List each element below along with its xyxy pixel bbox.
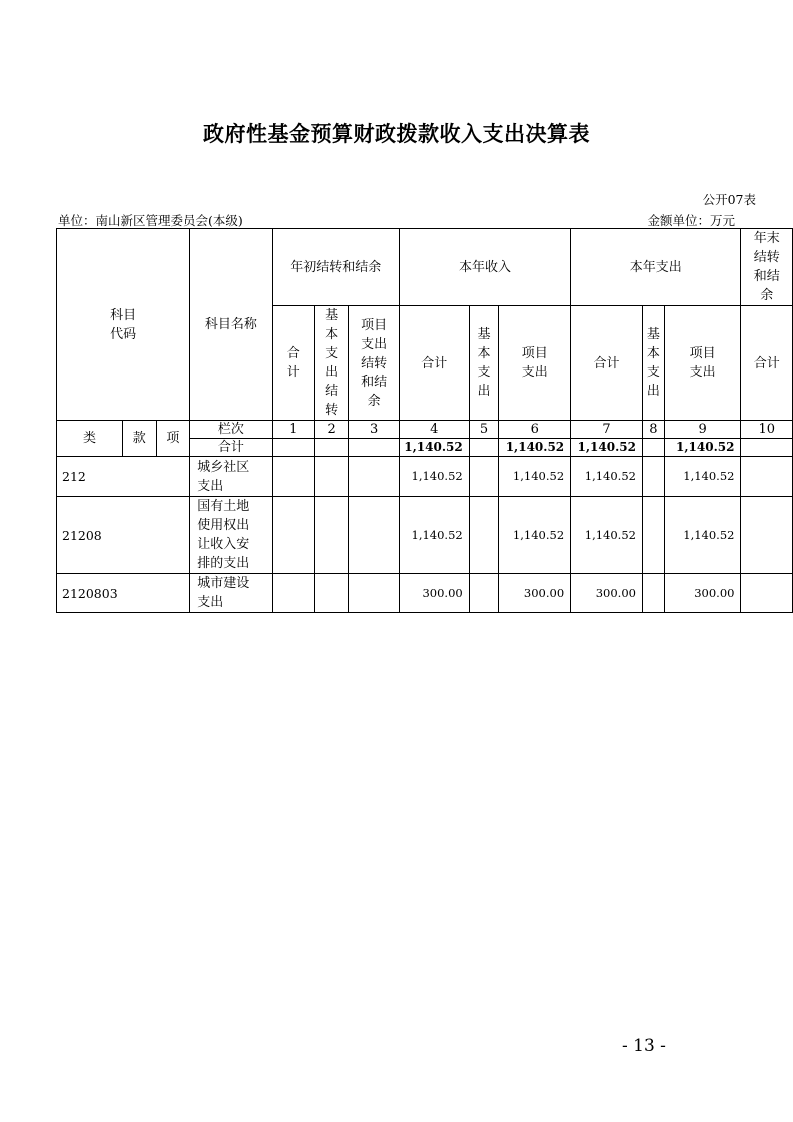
row-cell [314, 574, 348, 613]
amount-unit: 金额单位：万元 [647, 213, 735, 228]
column-number: 10 [741, 421, 793, 439]
total-cell [349, 439, 399, 457]
column-number: 3 [349, 421, 399, 439]
header-expense-total: 合计 [571, 306, 643, 421]
row-code: 21208 [57, 497, 190, 574]
row-cell: 300.00 [664, 574, 741, 613]
row-cell [314, 497, 348, 574]
page-number: - 13 - [622, 1036, 666, 1056]
total-cell [741, 439, 793, 457]
total-cell [272, 439, 314, 457]
total-cell: 1,140.52 [664, 439, 741, 457]
row-cell [272, 497, 314, 574]
row-code: 212 [57, 457, 190, 497]
row-cell: 1,140.52 [399, 457, 469, 497]
column-number: 4 [399, 421, 469, 439]
budget-table [56, 228, 793, 613]
column-row-label: 栏次 [190, 421, 272, 439]
row-cell: 1,140.52 [399, 497, 469, 574]
header-expense-project: 项目支出 [664, 306, 741, 421]
header-begin-basic: 基本支出结转 [314, 306, 348, 421]
header-begin-total: 合计 [272, 306, 314, 421]
row-cell [469, 457, 499, 497]
column-number: 7 [571, 421, 643, 439]
row-cell [642, 457, 664, 497]
total-row-label: 合计 [190, 439, 272, 457]
row-cell [349, 497, 399, 574]
row-cell [314, 457, 348, 497]
row-cell [741, 497, 793, 574]
column-number: 8 [642, 421, 664, 439]
total-cell [314, 439, 348, 457]
table-row [57, 457, 793, 497]
row-cell: 1,140.52 [571, 497, 643, 574]
row-cell: 300.00 [499, 574, 571, 613]
column-number: 6 [499, 421, 571, 439]
header-subject-name: 科目名称 [190, 229, 272, 421]
table-row [57, 497, 793, 574]
header-kuan: 款 [122, 421, 156, 457]
column-number: 1 [272, 421, 314, 439]
row-cell [642, 497, 664, 574]
header-end-total: 合计 [741, 306, 793, 421]
header-group-end: 年末结转和结余 [741, 229, 793, 306]
header-income-total: 合计 [399, 306, 469, 421]
row-cell [642, 574, 664, 613]
header-group-begin: 年初结转和结余 [272, 229, 399, 306]
row-name: 国有土地使用权出让收入安排的支出 [190, 497, 272, 574]
row-cell: 1,140.52 [664, 497, 741, 574]
column-number: 9 [664, 421, 741, 439]
total-cell: 1,140.52 [499, 439, 571, 457]
header-lei: 类 [57, 421, 123, 457]
header-group-income: 本年收入 [399, 229, 570, 306]
header-income-basic: 基本支出 [469, 306, 499, 421]
row-cell: 1,140.52 [571, 457, 643, 497]
total-cell [642, 439, 664, 457]
row-cell [272, 574, 314, 613]
header-begin-project: 项目支出结转和结余 [349, 306, 399, 421]
row-cell: 300.00 [571, 574, 643, 613]
table-row [57, 574, 793, 613]
header-subject-code: 科目代码 [57, 229, 190, 421]
row-cell [741, 457, 793, 497]
row-code: 2120803 [57, 574, 190, 613]
row-cell [469, 574, 499, 613]
row-cell [741, 574, 793, 613]
column-number: 2 [314, 421, 348, 439]
row-cell: 1,140.52 [499, 497, 571, 574]
row-cell: 300.00 [399, 574, 469, 613]
row-cell: 1,140.52 [664, 457, 741, 497]
page-title: 政府性基金预算财政拨款收入支出决算表 [203, 121, 590, 146]
header-expense-basic: 基本支出 [642, 306, 664, 421]
header-income-project: 项目支出 [499, 306, 571, 421]
row-cell [272, 457, 314, 497]
row-name: 城市建设支出 [190, 574, 272, 613]
unit-label: 单位：南山新区管理委员会(本级) [58, 213, 243, 228]
total-cell: 1,140.52 [571, 439, 643, 457]
total-cell [469, 439, 499, 457]
row-cell [349, 574, 399, 613]
row-name: 城乡社区支出 [190, 457, 272, 497]
column-number: 5 [469, 421, 499, 439]
total-cell: 1,140.52 [399, 439, 469, 457]
row-cell: 1,140.52 [499, 457, 571, 497]
header-group-expense: 本年支出 [571, 229, 741, 306]
form-code: 公开07表 [702, 192, 756, 207]
header-xiang: 项 [156, 421, 190, 457]
row-cell [469, 497, 499, 574]
row-cell [349, 457, 399, 497]
